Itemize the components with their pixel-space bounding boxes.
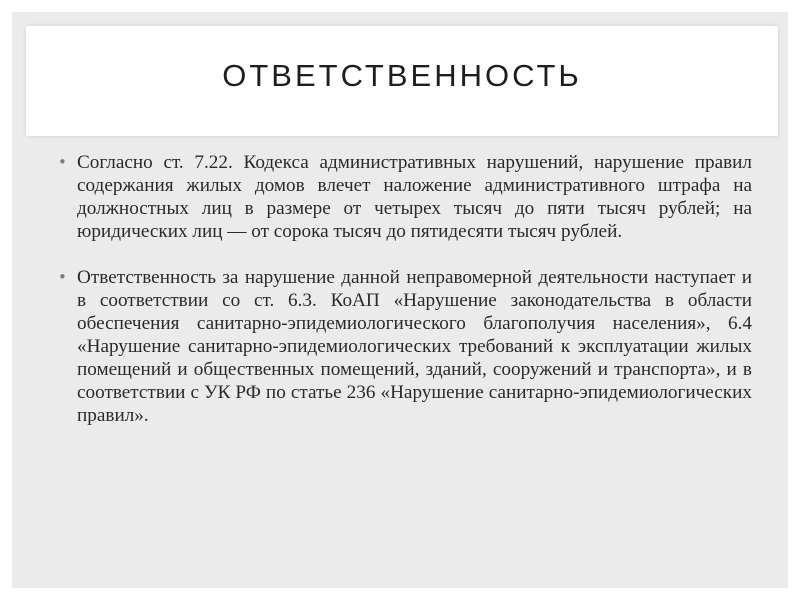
bullet-list (58, 151, 752, 450)
slide-title: ОТВЕТСТВЕННОСТЬ (222, 58, 582, 93)
bullet-icon: • (58, 268, 67, 286)
bullet-text: Ответственность за нарушение данной неправомерной деятельности наступает и в соответствии со ст. 6.3. КоАП «Нарушение законодательства в области обеспечения санитарно-эпидемиологического благополучия населения», 6.4 «Нарушение санитарно-эпидемиологических требований к эксплуатации жилых помещений и общественных помещений, зданий, сооружений и транспорта», и в соответствии с УК РФ по статье 236 «Нарушение санитарно-эпидемиологических правил». (77, 267, 752, 426)
bullet-text: Согласно ст. 7.22. Кодекса административных нарушений, нарушение правил содержания жилых домов влечет наложение административного штрафа на должностных лиц в размере от четырех тысяч до пяти тысяч рублей; на юридических лиц — от сорока тысяч до пятидесяти тысяч рублей. (77, 152, 752, 242)
bullet-item (58, 151, 752, 243)
title-box (26, 26, 778, 136)
bullet-item (58, 266, 752, 427)
bullet-icon: • (58, 153, 67, 171)
